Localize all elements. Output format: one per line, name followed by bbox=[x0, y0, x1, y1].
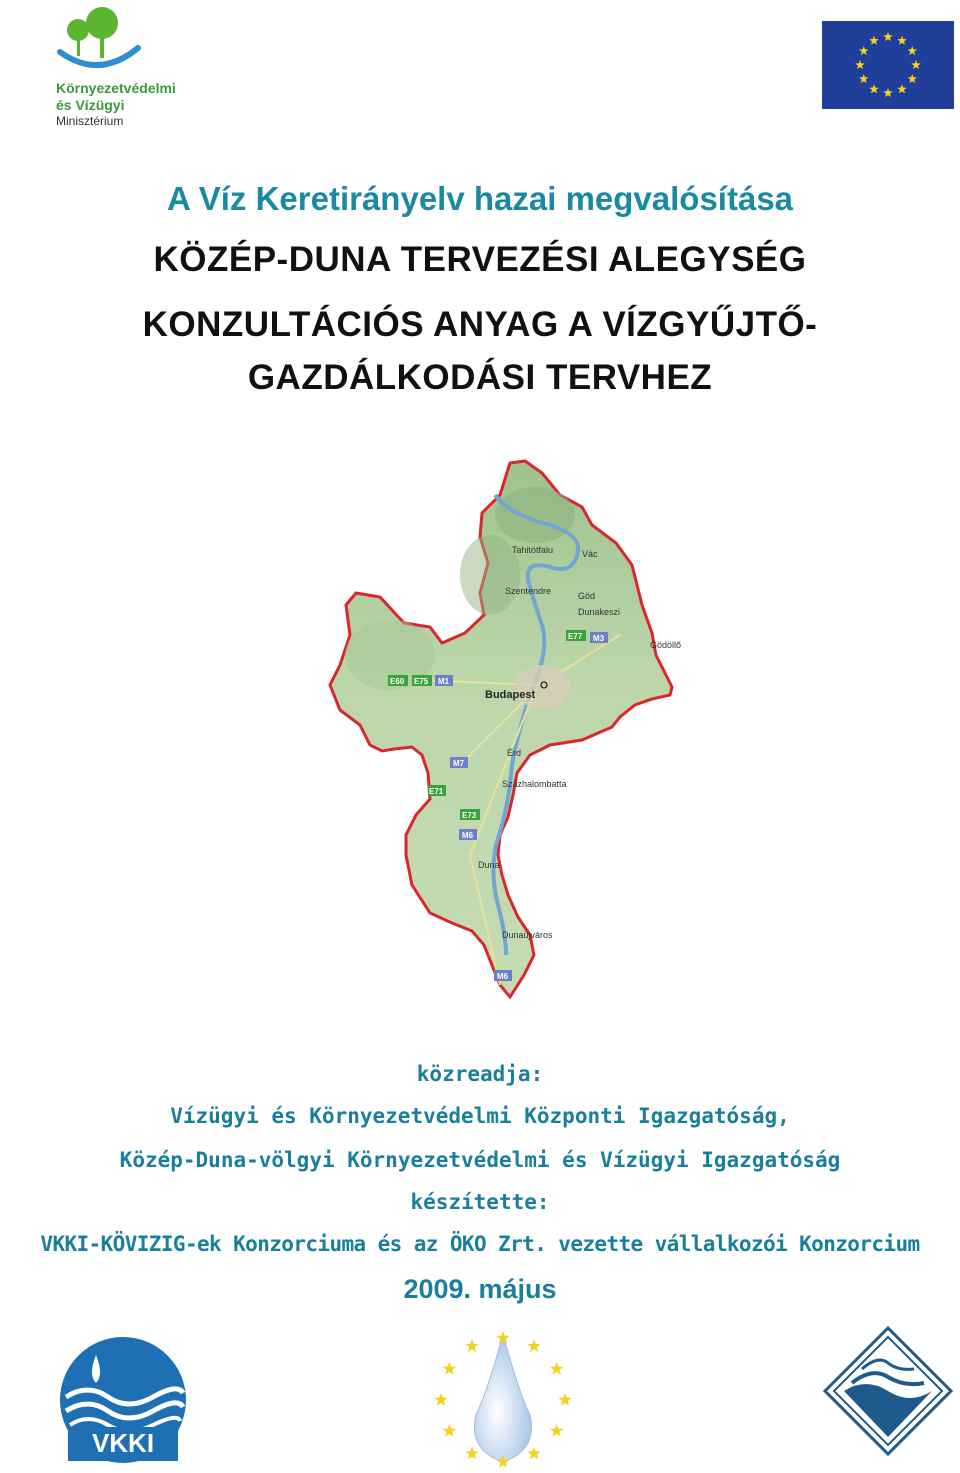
ministry-tree-icon bbox=[54, 4, 144, 76]
publisher-line2: Közép-Duna-völgyi Környezetvédelmi és Vízügyi Igazgatóság bbox=[119, 1148, 841, 1172]
eu-flag bbox=[822, 21, 954, 109]
heading-line2: KONZULTÁCIÓS ANYAG A VÍZGYŰJTŐ- bbox=[142, 305, 818, 344]
drop-logo-star bbox=[527, 1447, 540, 1460]
road-sign-m3: M3 bbox=[593, 634, 605, 643]
water-drop-stars-icon bbox=[428, 1330, 578, 1468]
road-sign-e71: E71 bbox=[429, 787, 444, 796]
diamond-waves-icon bbox=[822, 1325, 954, 1457]
water-drop-stars-logo bbox=[428, 1330, 578, 1468]
map-label-dunakeszi: Dunakeszi bbox=[578, 607, 621, 617]
road-sign-e73: E73 bbox=[462, 811, 477, 820]
vkki-logo-text: VKKI bbox=[91, 1428, 155, 1458]
drop-logo-star bbox=[434, 1393, 447, 1406]
map-label-duna: Duna bbox=[478, 860, 500, 870]
ministry-name-line1: Környezetvédelmi bbox=[56, 80, 176, 96]
drop-logo-star bbox=[550, 1424, 563, 1437]
drop-logo-star bbox=[527, 1339, 540, 1352]
road-sign-m1: M1 bbox=[438, 677, 450, 686]
road-sign-e77: E77 bbox=[568, 632, 583, 641]
map-label-dunaujvaros: Dunaújváros bbox=[502, 930, 553, 940]
map-label-erd: Érd bbox=[507, 748, 522, 758]
ministry-name-line3: Minisztérium bbox=[56, 114, 124, 128]
map-label-godollo: Gödöllő bbox=[650, 640, 682, 650]
map-label-tahitotfalu: Tahitótfalu bbox=[512, 545, 554, 555]
publisher-line1: Vízügyi és Környezetvédelmi Központi Igazgatóság, bbox=[170, 1104, 790, 1128]
drop-logo-star bbox=[465, 1339, 478, 1352]
map-label-szazhalombatta: Százhalombatta bbox=[502, 779, 567, 789]
region-map bbox=[320, 455, 700, 1000]
drop-logo-star bbox=[558, 1393, 571, 1406]
author-label: készítette: bbox=[410, 1190, 550, 1214]
author-line1: VKKI-KÖVIZIG-ek Konzorciuma és az ÖKO Zrt. vezette vállalkozói Konzorcium bbox=[40, 1232, 920, 1256]
drop-logo-star bbox=[443, 1362, 456, 1375]
vkki-logo bbox=[58, 1335, 188, 1465]
map-label-god: Göd bbox=[578, 591, 596, 601]
drop-logo-star bbox=[465, 1447, 478, 1460]
heading-line1: KÖZÉP-DUNA TERVEZÉSI ALEGYSÉG bbox=[153, 240, 807, 279]
publication-date: 2009. május bbox=[403, 1274, 557, 1304]
drop-logo-star bbox=[443, 1424, 456, 1437]
road-sign-e75: E75 bbox=[414, 677, 429, 686]
region-map-svg bbox=[320, 455, 700, 1000]
vkki-logo-svg bbox=[58, 1335, 188, 1465]
publisher-label: közreadja: bbox=[416, 1062, 544, 1086]
document-title: A Víz Keretirányelv hazai megvalósítása bbox=[166, 180, 794, 217]
map-label-budapest: Budapest bbox=[485, 689, 536, 701]
road-sign-m6: M6 bbox=[462, 831, 474, 840]
ministry-name-line2: és Vízügyi bbox=[56, 97, 125, 113]
heading-line3: GAZDÁLKODÁSI TERVHEZ bbox=[247, 358, 713, 397]
road-sign-m7: M7 bbox=[453, 759, 465, 768]
diamond-waves-logo bbox=[822, 1325, 954, 1457]
road-sign-e60: E60 bbox=[390, 677, 405, 686]
map-label-szentendre: Szentendre bbox=[505, 586, 552, 596]
map-label-vac: Vác bbox=[582, 549, 598, 559]
road-sign-m6-south: M6 bbox=[497, 972, 509, 981]
ministry-logo bbox=[50, 4, 200, 128]
drop-logo-star bbox=[550, 1362, 563, 1375]
eu-flag-icon bbox=[822, 21, 954, 109]
